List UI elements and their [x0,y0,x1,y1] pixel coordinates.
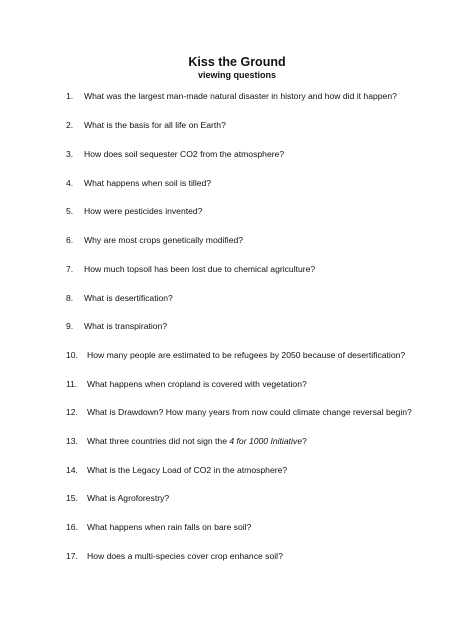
question-number: 8. [66,293,74,303]
question-text: Why are most crops genetically modified? [84,235,244,245]
question-text: What happens when soil is tilled? [84,178,212,188]
document-subtitle: viewing questions [197,70,276,80]
question-text: What was the largest man-made natural disaster in history and how did it happen? [84,91,397,101]
question-text: What is Agroforestry? [87,493,170,503]
question-number: 16. [66,522,78,532]
question-number: 6. [66,235,74,245]
question-number: 3. [66,149,74,159]
initiative-name: 4 for 1000 Initiative [229,436,302,446]
question-number: 17. [66,551,78,561]
question-text-part: ? [301,436,307,446]
question-text: What is Drawdown? How many years from now could climate change reversal begin? [87,407,412,417]
question-number: 15. [66,493,78,503]
question-number: 5. [66,206,74,216]
question-text: What is desertification? [84,293,173,303]
question-number: 11. [66,379,78,389]
question-text: What is transpiration? [84,321,168,331]
question-number: 13. [66,436,78,446]
question-text: What happens when rain falls on bare soil? [87,522,252,532]
question-text: What is the basis for all life on Earth? [84,120,226,130]
question-text-part: What three countries did not sign the [87,436,230,446]
question-text [87,435,307,447]
question-text: How much topsoil has been lost due to chemical agriculture? [84,264,316,274]
question-text: How does a multi-species cover crop enhance soil? [87,551,283,561]
question-number: 2. [66,120,74,130]
question-number: 12. [66,407,78,417]
document-title: Kiss the Ground [188,55,286,69]
question-number: 1. [66,91,74,101]
question-text: How does soil sequester CO2 from the atmosphere? [84,149,285,159]
question-text: What happens when cropland is covered with vegetation? [87,379,307,389]
question-number: 9. [66,321,74,331]
question-number: 7. [66,264,74,274]
question-text: What is the Legacy Load of CO2 in the atmosphere? [87,465,288,475]
question-number: 4. [66,178,74,188]
question-text: How were pesticides invented? [84,206,203,216]
question-number: 14. [66,465,78,475]
question-number: 10. [66,350,78,360]
question-text: How many people are estimated to be refugees by 2050 because of desertification? [87,350,406,360]
